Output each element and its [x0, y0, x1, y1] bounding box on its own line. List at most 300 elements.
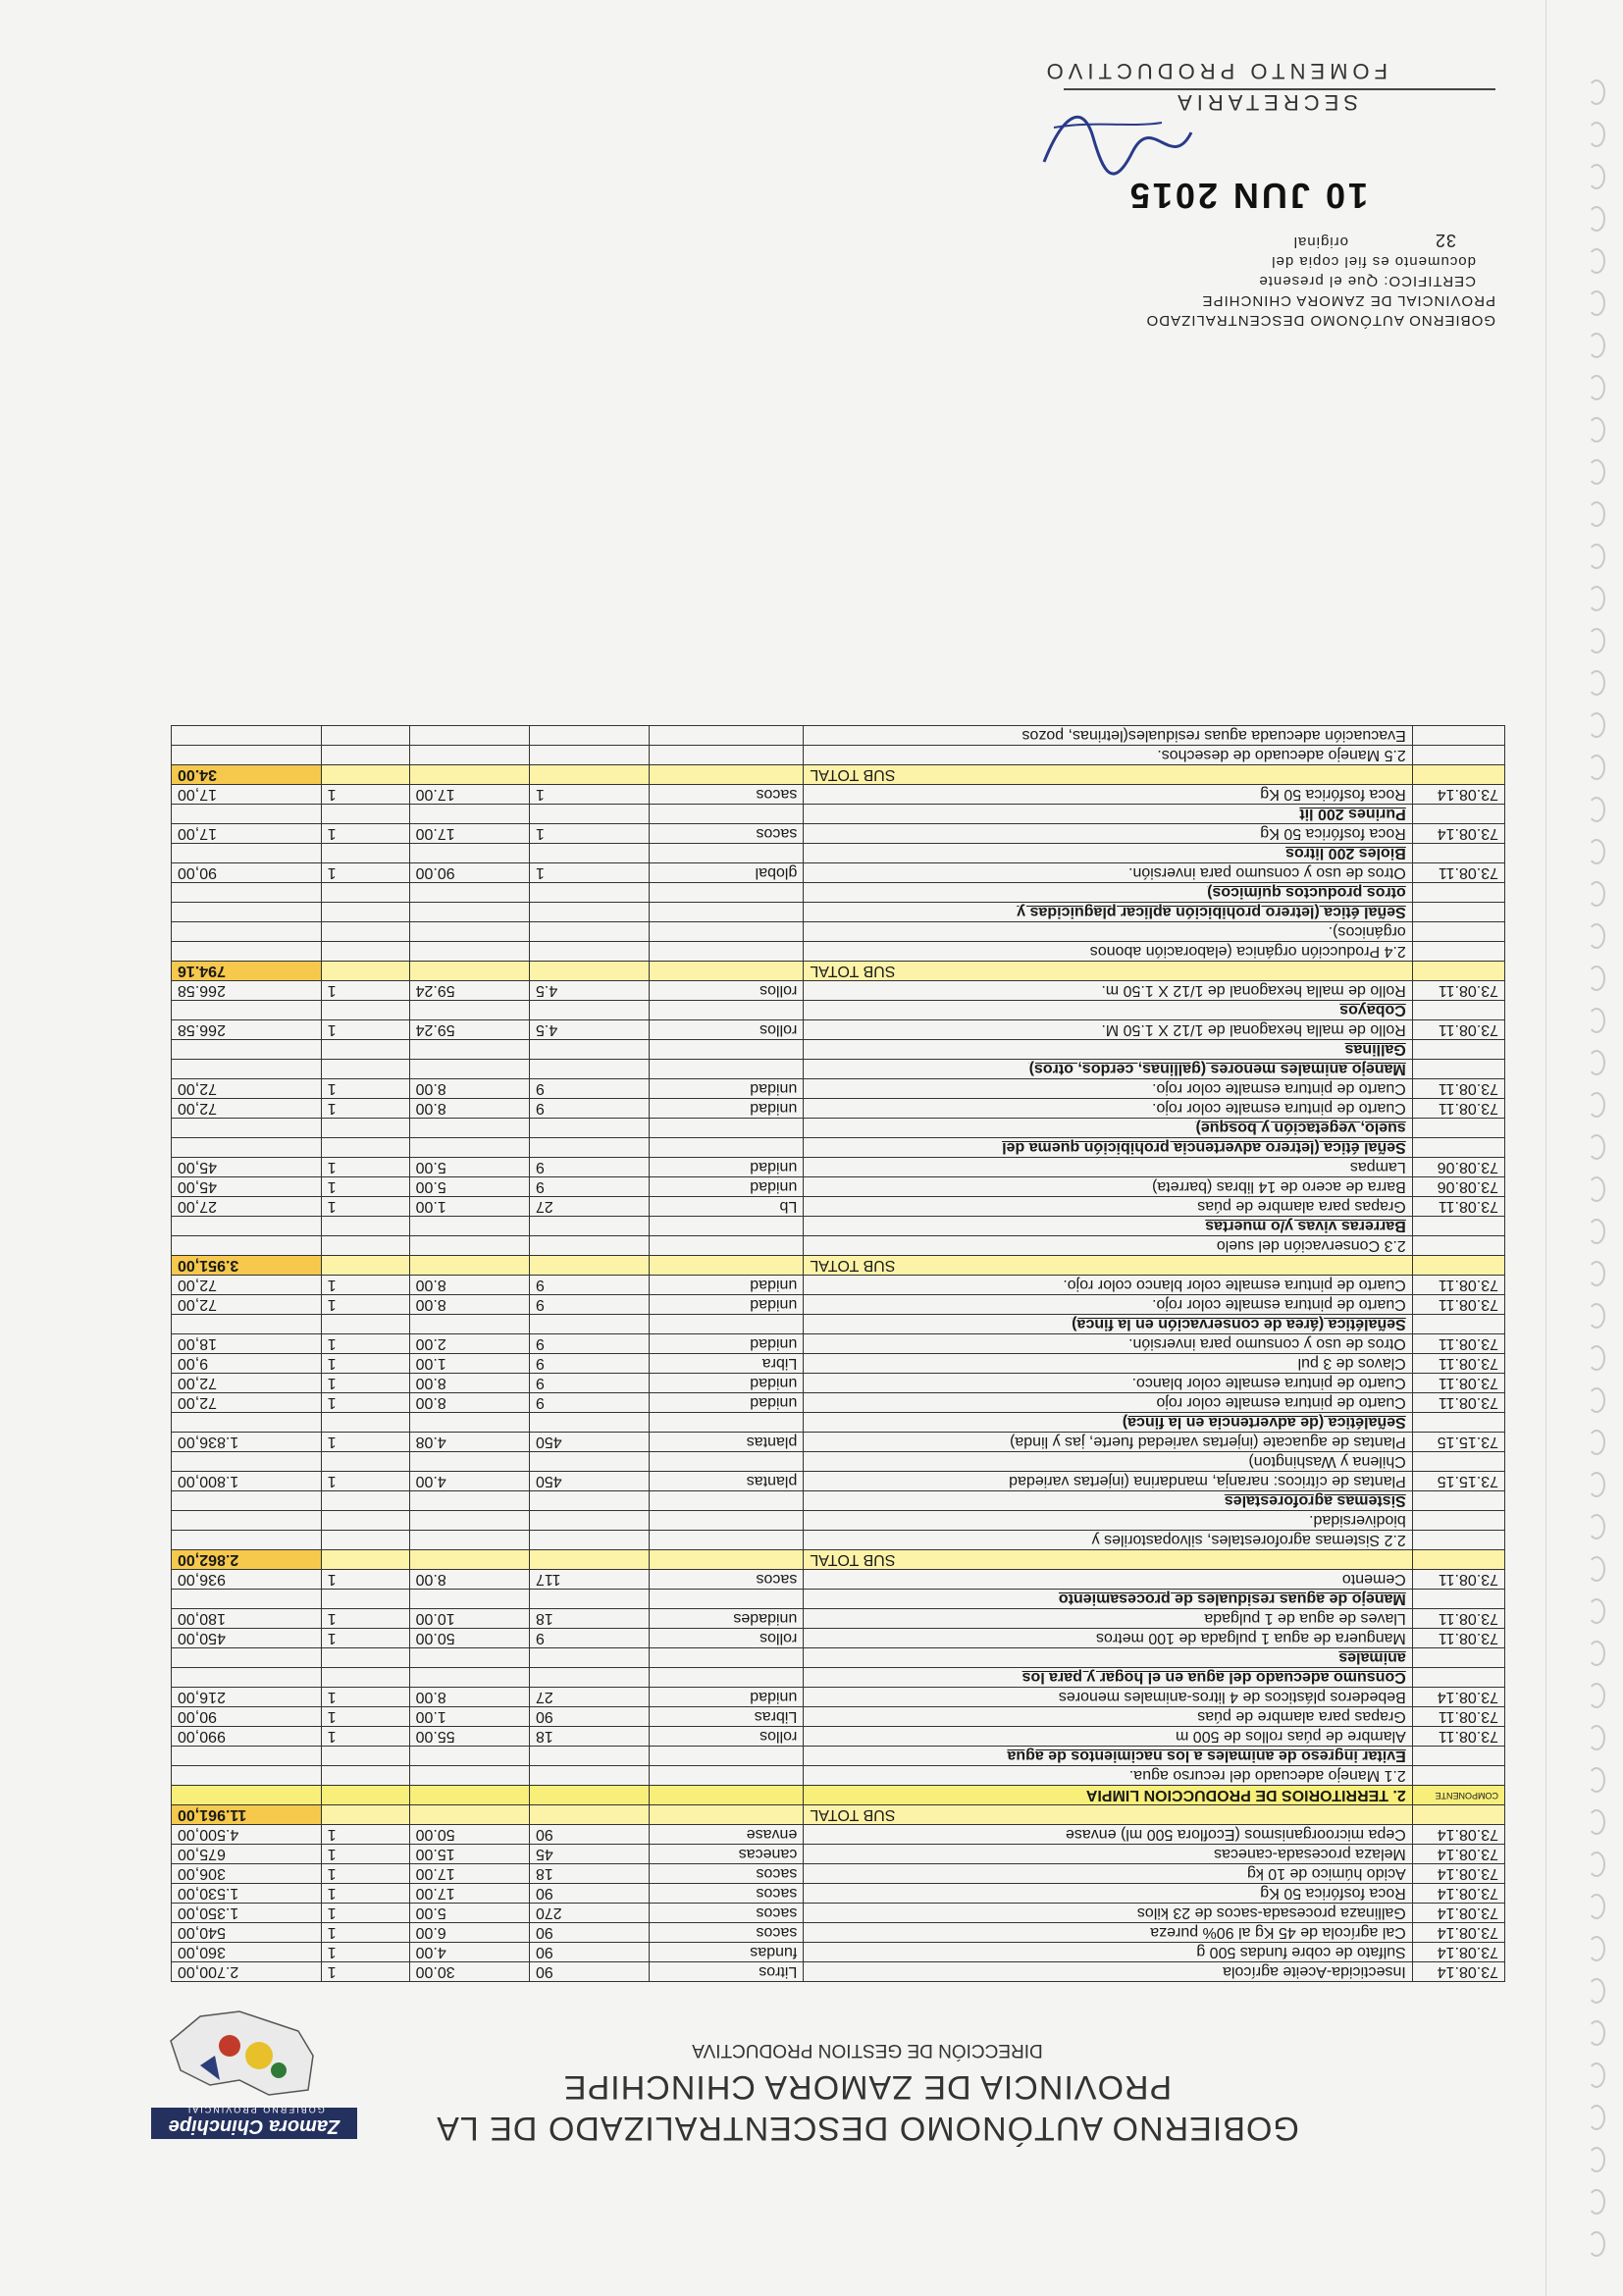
cell-price — [409, 1786, 529, 1805]
cell-price — [409, 1590, 529, 1609]
cell-mult: 1 — [321, 1904, 409, 1923]
table-row — [172, 1962, 1505, 1982]
cell-unit — [650, 1236, 804, 1256]
cell-desc: Barra de acero de 14 libras (barreta) — [804, 1177, 1412, 1197]
binding-hole — [1588, 1050, 1605, 1075]
cell-total — [172, 1001, 322, 1020]
cell-code — [1412, 805, 1504, 824]
cell-total — [172, 726, 322, 746]
cell-total: 90,00 — [172, 863, 322, 883]
cell-mult: 1 — [321, 1570, 409, 1590]
cell-mult: 1 — [321, 981, 409, 1001]
cell-unit — [650, 1511, 804, 1531]
cell-total: 9,00 — [172, 1354, 322, 1374]
cell-price: 5.00 — [409, 1177, 529, 1197]
cell-desc: otros productos químicos) — [804, 883, 1412, 903]
cell-code — [1412, 1648, 1504, 1668]
cell-code — [1412, 1805, 1504, 1825]
cell-qty — [529, 805, 649, 824]
cell-price — [409, 1550, 529, 1570]
binding-hole — [1588, 206, 1605, 232]
cell-price — [409, 962, 529, 981]
cell-unit — [650, 726, 804, 746]
cell-total: 1.836,00 — [172, 1433, 322, 1452]
cell-qty: 90 — [529, 1962, 649, 1982]
cell-price: 1.00 — [409, 1197, 529, 1217]
table-row — [172, 1766, 1505, 1786]
cell-unit — [650, 1668, 804, 1688]
cell-code: 73.08.14 — [1412, 824, 1504, 844]
table-row — [172, 785, 1505, 805]
cell-mult: 1 — [321, 1472, 409, 1491]
table-row — [172, 1060, 1505, 1079]
cell-price — [409, 942, 529, 962]
cell-code: 73.08.06 — [1412, 1177, 1504, 1197]
cell-total: 540,00 — [172, 1923, 322, 1943]
cell-price: 8.00 — [409, 1079, 529, 1099]
table-row — [172, 1001, 1505, 1020]
cell-total: 450,00 — [172, 1629, 322, 1648]
cell-qty — [529, 1413, 649, 1433]
binding-hole — [1588, 375, 1605, 400]
cell-mult — [321, 1413, 409, 1433]
cell-desc: SUB TOTAL — [804, 765, 1412, 785]
cell-qty — [529, 1119, 649, 1138]
cell-unit — [650, 1805, 804, 1825]
cell-code — [1412, 962, 1504, 981]
cell-mult — [321, 942, 409, 962]
cell-total: 72,00 — [172, 1295, 322, 1315]
certification-stamp — [946, 34, 1495, 329]
cell-total: 794.16 — [172, 962, 322, 981]
cell-code: 73.15.15 — [1412, 1472, 1504, 1491]
cell-mult: 1 — [321, 863, 409, 883]
stamp-fomento: FOMENTO PRODUCTIVO — [1041, 59, 1387, 83]
cell-total — [172, 883, 322, 903]
cell-unit — [650, 1648, 804, 1668]
cell-price: 90.00 — [409, 863, 529, 883]
cell-price: 17.00 — [409, 1884, 529, 1904]
binding-hole — [1588, 1852, 1605, 1877]
binding-hole — [1588, 1556, 1605, 1582]
cell-qty: 27 — [529, 1688, 649, 1707]
province-logo — [151, 2002, 357, 2139]
budget-table — [171, 725, 1505, 1982]
cell-code — [1412, 1452, 1504, 1472]
cell-desc: 2.5 Manejo adecuado de desechos. — [804, 746, 1412, 765]
cell-code — [1412, 942, 1504, 962]
cell-mult — [321, 1315, 409, 1334]
table-row — [172, 1334, 1505, 1354]
cell-unit: Lb — [650, 1197, 804, 1217]
cell-price — [409, 1766, 529, 1786]
binding-hole — [1588, 544, 1605, 569]
binding-hole — [1588, 2189, 1605, 2215]
cell-qty — [529, 1452, 649, 1472]
cell-price — [409, 726, 529, 746]
cell-mult — [321, 1668, 409, 1688]
cell-qty: 9 — [529, 1295, 649, 1315]
cell-desc: Bebederos plásticos de 4 litros-animales menores — [804, 1688, 1412, 1707]
binding-hole — [1588, 1472, 1605, 1497]
table-row — [172, 765, 1505, 785]
cell-price: 15.00 — [409, 1845, 529, 1864]
cell-qty — [529, 1805, 649, 1825]
cell-mult — [321, 1511, 409, 1531]
cell-code: 73.15.15 — [1412, 1433, 1504, 1452]
cell-mult: 1 — [321, 1845, 409, 1864]
cell-total — [172, 903, 322, 922]
cell-mult — [321, 1452, 409, 1472]
cell-code: 73.08.11 — [1412, 1707, 1504, 1727]
cell-unit: unidad — [650, 1334, 804, 1354]
cell-total — [172, 942, 322, 962]
cell-total: 90,00 — [172, 1707, 322, 1727]
cell-total: 306,00 — [172, 1864, 322, 1884]
cell-desc: Insecticida-Aceite agrícola — [804, 1962, 1412, 1982]
cell-mult: 1 — [321, 1629, 409, 1648]
cell-total: 1.530,00 — [172, 1884, 322, 1904]
cell-desc: Cemento — [804, 1570, 1412, 1590]
binding-hole — [1588, 248, 1605, 274]
binding-hole — [1588, 501, 1605, 527]
binding-hole — [1588, 1261, 1605, 1286]
cell-qty — [529, 1040, 649, 1060]
cell-code — [1412, 1236, 1504, 1256]
table-row — [172, 1864, 1505, 1884]
cell-price — [409, 1491, 529, 1511]
cell-desc: 2.4 Producción orgánica (elaboración abonos — [804, 942, 1412, 962]
cell-desc: Manejo animales menores (gallinas, cerdos, otros) — [804, 1060, 1412, 1079]
cell-desc: Sulfato de cobre fundas 500 g — [804, 1943, 1412, 1962]
cell-price — [409, 805, 529, 824]
table-row — [172, 1629, 1505, 1648]
cell-price: 8.00 — [409, 1295, 529, 1315]
cell-total: 45,00 — [172, 1158, 322, 1177]
cell-qty: 4.5 — [529, 981, 649, 1001]
cell-qty — [529, 903, 649, 922]
logo-text: Zamora Chinchipe — [168, 2115, 340, 2137]
table-row — [172, 962, 1505, 981]
cell-code: 73.08.11 — [1412, 1570, 1504, 1590]
cell-mult: 1 — [321, 1079, 409, 1099]
cell-price — [409, 1217, 529, 1236]
cell-price: 4.00 — [409, 1943, 529, 1962]
cell-mult — [321, 746, 409, 765]
cell-qty — [529, 726, 649, 746]
cell-qty: 18 — [529, 1864, 649, 1884]
cell-qty — [529, 1531, 649, 1550]
cell-desc: 2.3 Conservación del suelo — [804, 1236, 1412, 1256]
cell-mult: 1 — [321, 1374, 409, 1393]
binding-hole — [1588, 1430, 1605, 1455]
cell-price: 59.24 — [409, 981, 529, 1001]
binding-hole — [1588, 965, 1605, 991]
cell-mult — [321, 805, 409, 824]
cell-total — [172, 922, 322, 942]
binding-hole — [1588, 1936, 1605, 1961]
cell-code — [1412, 1668, 1504, 1688]
cell-desc: Lampas — [804, 1158, 1412, 1177]
cell-desc: Alambre de púas rollos de 500 m — [804, 1727, 1412, 1747]
table-row — [172, 863, 1505, 883]
cell-qty: 18 — [529, 1727, 649, 1747]
cell-total — [172, 1786, 322, 1805]
binding-hole — [1588, 923, 1605, 949]
table-row — [172, 1256, 1505, 1276]
cell-qty — [529, 962, 649, 981]
cell-price: 5.00 — [409, 1904, 529, 1923]
binding-hole — [1588, 122, 1605, 147]
cell-mult: 1 — [321, 1707, 409, 1727]
cell-price — [409, 1668, 529, 1688]
cell-unit: sacos — [650, 1904, 804, 1923]
cell-price — [409, 1256, 529, 1276]
cell-mult — [321, 1060, 409, 1079]
cell-price: 59.24 — [409, 1020, 529, 1040]
cell-price — [409, 1452, 529, 1472]
cell-price: 4.00 — [409, 1472, 529, 1491]
table-row — [172, 844, 1505, 863]
cell-price — [409, 1747, 529, 1766]
cell-desc: biodiversidad. — [804, 1511, 1412, 1531]
cell-desc: Acido húmico de 10 kg — [804, 1864, 1412, 1884]
spiral-binding — [1576, 39, 1615, 2257]
cell-price — [409, 1138, 529, 1158]
cell-total: 45,00 — [172, 1177, 322, 1197]
cell-mult — [321, 1001, 409, 1020]
header-title — [387, 2066, 1348, 2149]
table-row — [172, 1805, 1505, 1825]
cell-code: 73.08.14 — [1412, 1904, 1504, 1923]
cell-desc: animales — [804, 1648, 1412, 1668]
cell-desc: Plantas de cítricos: naranja, mandarina (injertas variedad — [804, 1472, 1412, 1491]
cell-code — [1412, 1590, 1504, 1609]
table-row — [172, 883, 1505, 903]
cell-desc: Roca fosfórica 50 Kg — [804, 785, 1412, 805]
cell-unit — [650, 962, 804, 981]
cell-mult — [321, 1648, 409, 1668]
cell-desc: Cuarto de pintura esmalte color rojo — [804, 1393, 1412, 1413]
cell-unit: sacos — [650, 1884, 804, 1904]
cell-qty: 90 — [529, 1707, 649, 1727]
cell-price: 17.00 — [409, 824, 529, 844]
document-header — [122, 2002, 1397, 2149]
cell-price — [409, 746, 529, 765]
cell-qty — [529, 1217, 649, 1236]
cell-unit: rollos — [650, 1629, 804, 1648]
cell-total: 72,00 — [172, 1276, 322, 1295]
cell-desc: Manguera de agua 1 pulgada de 100 metros — [804, 1629, 1412, 1648]
cell-mult: 1 — [321, 1020, 409, 1040]
cell-price — [409, 1040, 529, 1060]
cell-mult: 1 — [321, 1177, 409, 1197]
cell-mult: 1 — [321, 1609, 409, 1629]
cell-unit: canecas — [650, 1845, 804, 1864]
stamp-line-4: documento es fiel copia del — [1271, 253, 1476, 270]
binding-hole — [1588, 1303, 1605, 1329]
cell-code — [1412, 903, 1504, 922]
binding-hole — [1588, 712, 1605, 738]
cell-desc: SUB TOTAL — [804, 1256, 1412, 1276]
cell-total: 1.800,00 — [172, 1472, 322, 1491]
cell-total — [172, 1668, 322, 1688]
cell-desc: Rollo de malla hexagonal de 1/12 X 1.50 M. — [804, 1020, 1412, 1040]
cell-desc: SUB TOTAL — [804, 1550, 1412, 1570]
cell-price: 1.00 — [409, 1354, 529, 1374]
table-row — [172, 1727, 1505, 1747]
cell-unit: sacos — [650, 1923, 804, 1943]
cell-unit: unidad — [650, 1099, 804, 1119]
cell-unit — [650, 1550, 804, 1570]
cell-qty — [529, 765, 649, 785]
cell-desc: Cuarto de pintura esmalte color rojo. — [804, 1079, 1412, 1099]
cell-qty — [529, 746, 649, 765]
cell-mult — [321, 765, 409, 785]
cell-unit — [650, 765, 804, 785]
cell-mult — [321, 922, 409, 942]
cell-qty — [529, 1001, 649, 1020]
table-row — [172, 1825, 1505, 1845]
table-row — [172, 1747, 1505, 1766]
table-row — [172, 1845, 1505, 1864]
cell-desc: Gallinas — [804, 1040, 1412, 1060]
binding-hole — [1588, 333, 1605, 358]
cell-desc: Manejo de aguas residuales de procesamiento — [804, 1590, 1412, 1609]
cell-unit: unidad — [650, 1177, 804, 1197]
cell-qty — [529, 1786, 649, 1805]
cell-qty: 9 — [529, 1629, 649, 1648]
cell-code — [1412, 1060, 1504, 1079]
cell-qty: 9 — [529, 1334, 649, 1354]
cell-code: 73.08.11 — [1412, 1099, 1504, 1119]
cell-total — [172, 805, 322, 824]
cell-mult: 1 — [321, 1276, 409, 1295]
cell-unit: unidad — [650, 1079, 804, 1099]
cell-unit: unidad — [650, 1393, 804, 1413]
table-row — [172, 1138, 1505, 1158]
cell-unit — [650, 805, 804, 824]
binding-hole — [1588, 881, 1605, 907]
cell-mult — [321, 1805, 409, 1825]
cell-code — [1412, 1217, 1504, 1236]
cell-code: 73.08.11 — [1412, 1609, 1504, 1629]
table-row — [172, 1570, 1505, 1590]
table-row — [172, 1904, 1505, 1923]
cell-qty: 450 — [529, 1472, 649, 1491]
cell-qty — [529, 883, 649, 903]
cell-qty: 9 — [529, 1177, 649, 1197]
cell-price — [409, 1413, 529, 1433]
cell-total: 180,00 — [172, 1609, 322, 1629]
cell-mult — [321, 1550, 409, 1570]
cell-desc: Roca fosfórica 50 Kg — [804, 1884, 1412, 1904]
cell-qty: 90 — [529, 1923, 649, 1943]
cell-code — [1412, 1491, 1504, 1511]
binding-hole — [1588, 755, 1605, 780]
table-row — [172, 1884, 1505, 1904]
stamp-date: 10 JUN 2015 — [1126, 176, 1368, 216]
cell-price — [409, 844, 529, 863]
table-row — [172, 746, 1505, 765]
cell-mult: 1 — [321, 1354, 409, 1374]
cell-qty — [529, 1766, 649, 1786]
cell-total: 1.350,00 — [172, 1904, 322, 1923]
cell-total — [172, 1236, 322, 1256]
cell-code: 73.08.11 — [1412, 981, 1504, 1001]
table-row — [172, 1413, 1505, 1433]
cell-unit — [650, 1256, 804, 1276]
cell-price — [409, 1531, 529, 1550]
table-row — [172, 1707, 1505, 1727]
cell-unit — [650, 746, 804, 765]
table-row — [172, 1531, 1505, 1550]
cell-mult — [321, 1747, 409, 1766]
cell-code: 73.08.14 — [1412, 785, 1504, 805]
cell-desc: suelo, vegetación y bosque) — [804, 1119, 1412, 1138]
cell-qty — [529, 1590, 649, 1609]
cell-mult — [321, 1766, 409, 1786]
cell-unit: unidades — [650, 1609, 804, 1629]
cell-mult: 1 — [321, 1962, 409, 1982]
cell-mult — [321, 1236, 409, 1256]
binding-hole — [1588, 2105, 1605, 2130]
cell-code: 73.08.11 — [1412, 1374, 1504, 1393]
table-row — [172, 1119, 1505, 1138]
cell-unit: rollos — [650, 1020, 804, 1040]
cell-unit — [650, 1491, 804, 1511]
cell-unit: sacos — [650, 824, 804, 844]
cell-qty — [529, 942, 649, 962]
cell-total: 990,00 — [172, 1727, 322, 1747]
table-row — [172, 1158, 1505, 1177]
table-row — [172, 1236, 1505, 1256]
cell-unit — [650, 1001, 804, 1020]
cell-desc: Cuarto de pintura esmalte color rojo. — [804, 1099, 1412, 1119]
table-row — [172, 1393, 1505, 1413]
cell-unit: sacos — [650, 1570, 804, 1590]
cell-qty: 1 — [529, 824, 649, 844]
cell-code: 73.08.14 — [1412, 1864, 1504, 1884]
cell-total — [172, 844, 322, 863]
cell-code — [1412, 1256, 1504, 1276]
cell-unit — [650, 1138, 804, 1158]
cell-mult — [321, 726, 409, 746]
cell-price — [409, 1119, 529, 1138]
cell-mult — [321, 883, 409, 903]
cell-total: 2.862,00 — [172, 1550, 322, 1570]
cell-unit — [650, 942, 804, 962]
cell-unit: sacos — [650, 1864, 804, 1884]
cell-qty — [529, 1138, 649, 1158]
cell-code: 73.08.11 — [1412, 1079, 1504, 1099]
cell-qty: 90 — [529, 1825, 649, 1845]
table-row — [172, 1020, 1505, 1040]
cell-price: 1.00 — [409, 1707, 529, 1727]
cell-mult: 1 — [321, 1923, 409, 1943]
table-row — [172, 1040, 1505, 1060]
cell-code — [1412, 726, 1504, 746]
stamp-line-5: original — [1292, 234, 1348, 250]
table-row — [172, 1590, 1505, 1609]
cell-desc: Purines 200 lit — [804, 805, 1412, 824]
cell-total: 216,00 — [172, 1688, 322, 1707]
binding-hole — [1588, 1725, 1605, 1750]
cell-desc: Roca fosfórica 50 Kg — [804, 824, 1412, 844]
cell-total — [172, 1315, 322, 1334]
cell-total: 17,00 — [172, 785, 322, 805]
cell-mult — [321, 1138, 409, 1158]
